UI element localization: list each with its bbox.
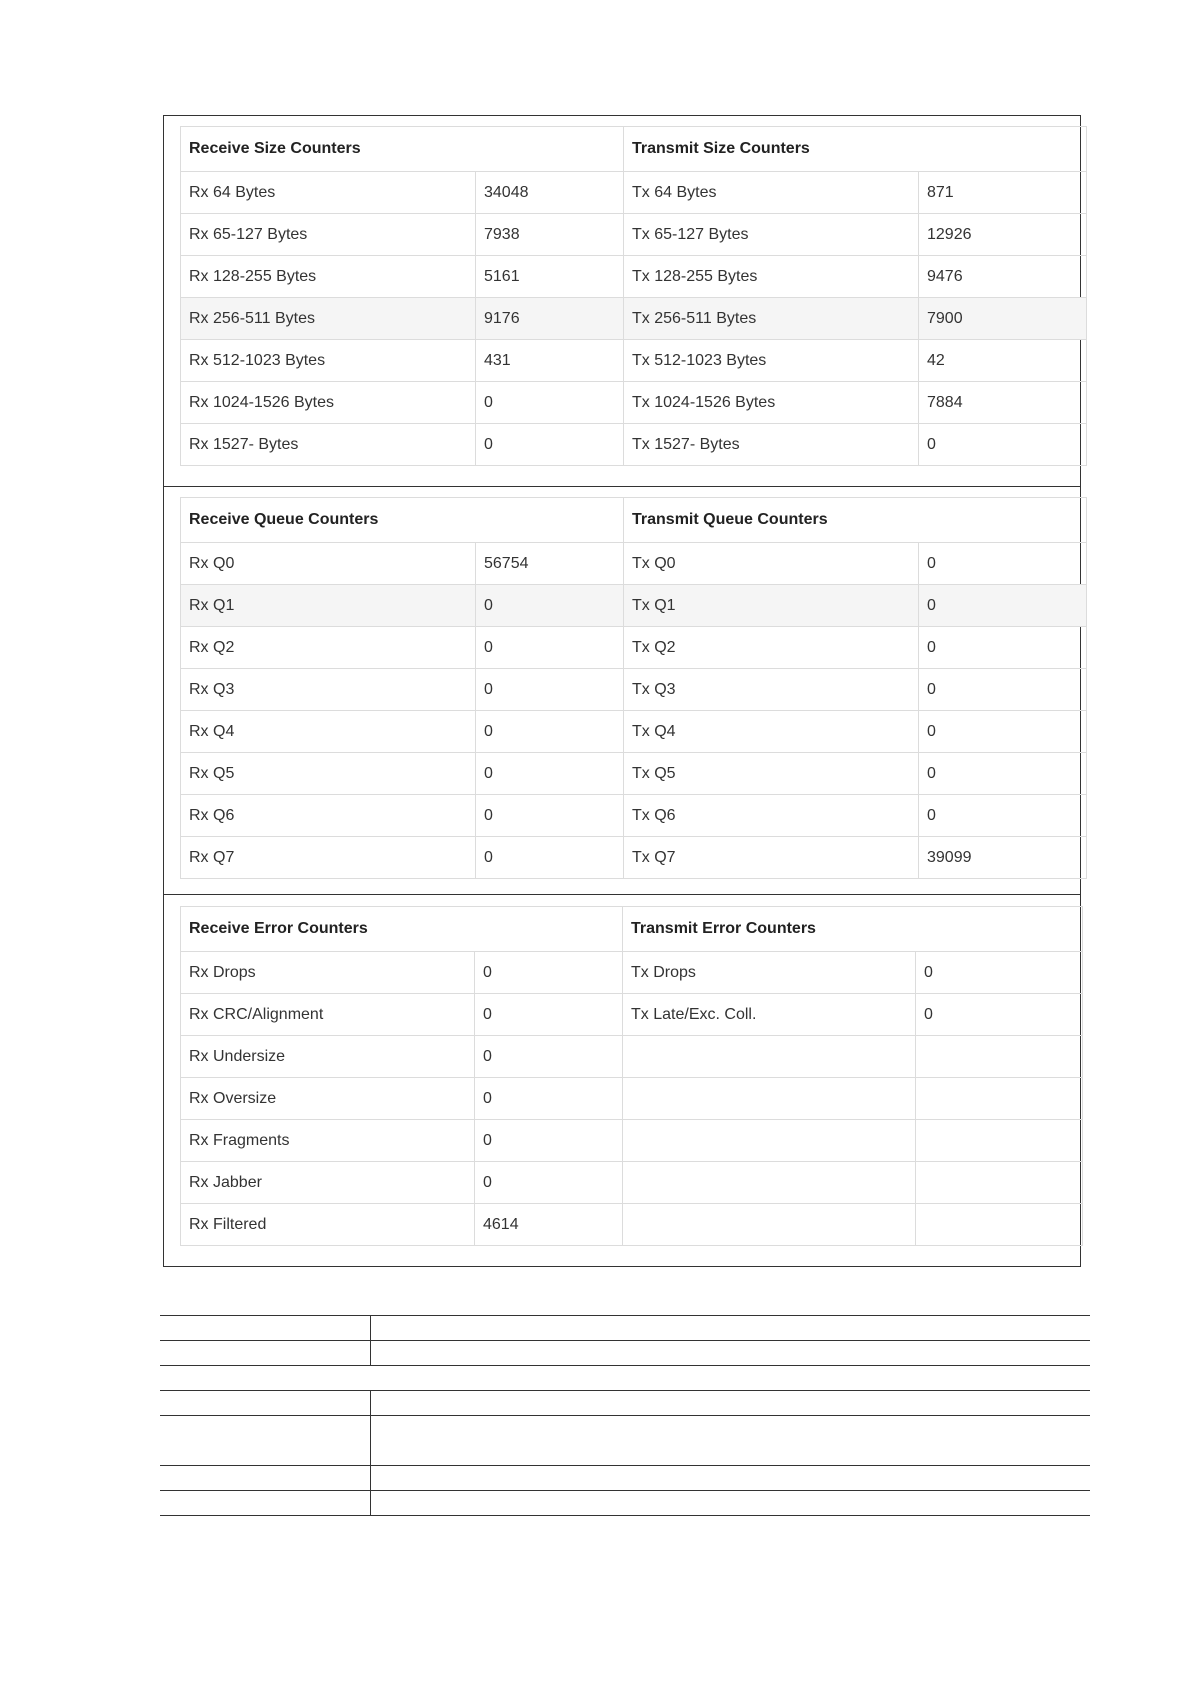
tx-value: 0 xyxy=(919,585,1087,627)
tx-label xyxy=(623,1120,916,1162)
tx-label: Tx Q0 xyxy=(624,543,919,585)
rx-value: 431 xyxy=(476,340,624,382)
rx-value: 0 xyxy=(475,994,623,1036)
table-row xyxy=(181,669,1087,711)
table-header-row xyxy=(181,127,1087,172)
empty-table-rule xyxy=(160,1340,1090,1341)
table-row xyxy=(181,172,1087,214)
table-row xyxy=(181,627,1087,669)
table-row xyxy=(181,952,1083,994)
tx-value: 0 xyxy=(919,627,1087,669)
rx-value: 34048 xyxy=(476,172,624,214)
empty-table-rule xyxy=(160,1315,1090,1316)
tx-label: Tx 1024-1526 Bytes xyxy=(624,382,919,424)
table-row xyxy=(181,424,1087,466)
empty-table-rule xyxy=(160,1465,1090,1466)
rx-label: Rx Undersize xyxy=(181,1036,475,1078)
table-row xyxy=(181,1078,1083,1120)
table-row xyxy=(181,256,1087,298)
rx-label: Rx Q3 xyxy=(181,669,476,711)
tx-value xyxy=(916,1036,1083,1078)
tx-label xyxy=(623,1078,916,1120)
table-row xyxy=(181,795,1087,837)
rx-value: 0 xyxy=(476,669,624,711)
tx-value: 7900 xyxy=(919,298,1087,340)
rx-value: 0 xyxy=(476,627,624,669)
tx-value: 0 xyxy=(919,669,1087,711)
tx-value: 0 xyxy=(919,795,1087,837)
table-row xyxy=(181,340,1087,382)
rx-value: 5161 xyxy=(476,256,624,298)
rx-label: Rx Oversize xyxy=(181,1078,475,1120)
empty-table-rule xyxy=(160,1390,1090,1391)
empty-table-rule xyxy=(160,1415,1090,1416)
rx-label: Rx Fragments xyxy=(181,1120,475,1162)
tx-label: Tx Drops xyxy=(623,952,916,994)
rx-value: 0 xyxy=(475,1162,623,1204)
empty-table-divider xyxy=(370,1340,371,1365)
tx-value: 871 xyxy=(919,172,1087,214)
rx-value: 0 xyxy=(476,424,624,466)
tx-size-header: Transmit Size Counters xyxy=(624,127,1087,172)
frame-tick xyxy=(1080,880,1081,902)
queue-counters-table xyxy=(180,497,1087,879)
table-row xyxy=(181,543,1087,585)
table-row xyxy=(181,298,1087,340)
rx-label: Rx 256-511 Bytes xyxy=(181,298,476,340)
rx-label: Rx 65-127 Bytes xyxy=(181,214,476,256)
rx-label: Rx Drops xyxy=(181,952,475,994)
tx-label: Tx Q4 xyxy=(624,711,919,753)
rx-label: Rx Q1 xyxy=(181,585,476,627)
rx-value: 0 xyxy=(476,382,624,424)
rx-label: Rx Q7 xyxy=(181,837,476,879)
rx-value: 56754 xyxy=(476,543,624,585)
tx-label: Tx Q1 xyxy=(624,585,919,627)
tx-value: 12926 xyxy=(919,214,1087,256)
table-row xyxy=(181,837,1087,879)
tx-label: Tx 1527- Bytes xyxy=(624,424,919,466)
error-counters-table xyxy=(180,906,1083,1246)
tx-label: Tx 512-1023 Bytes xyxy=(624,340,919,382)
tx-error-header: Transmit Error Counters xyxy=(623,907,1083,952)
table-row xyxy=(181,994,1083,1036)
tx-value: 0 xyxy=(916,952,1083,994)
table-header-row xyxy=(181,907,1083,952)
rx-label: Rx 1024-1526 Bytes xyxy=(181,382,476,424)
empty-table-rule xyxy=(160,1515,1090,1516)
tx-value xyxy=(916,1078,1083,1120)
empty-table-divider xyxy=(370,1315,371,1340)
tx-label: Tx Q5 xyxy=(624,753,919,795)
tx-value: 0 xyxy=(919,424,1087,466)
tx-label: Tx Q2 xyxy=(624,627,919,669)
rx-label: Rx Filtered xyxy=(181,1204,475,1246)
rx-value: 0 xyxy=(475,952,623,994)
rx-value: 0 xyxy=(476,837,624,879)
tx-value: 9476 xyxy=(919,256,1087,298)
rx-label: Rx 512-1023 Bytes xyxy=(181,340,476,382)
tx-value: 0 xyxy=(919,543,1087,585)
rx-value: 0 xyxy=(476,711,624,753)
tx-queue-header: Transmit Queue Counters xyxy=(624,498,1087,543)
size-counters-table xyxy=(180,126,1087,466)
rx-value: 0 xyxy=(475,1036,623,1078)
tx-label: Tx 256-511 Bytes xyxy=(624,298,919,340)
table-row xyxy=(181,1120,1083,1162)
rx-error-header: Receive Error Counters xyxy=(181,907,623,952)
rx-value: 0 xyxy=(476,753,624,795)
tx-label: Tx 64 Bytes xyxy=(624,172,919,214)
tx-value xyxy=(916,1162,1083,1204)
tx-value: 7884 xyxy=(919,382,1087,424)
empty-table-rule xyxy=(160,1365,1090,1366)
table-row xyxy=(181,1036,1083,1078)
table-row xyxy=(181,585,1087,627)
rx-label: Rx 64 Bytes xyxy=(181,172,476,214)
rx-value: 9176 xyxy=(476,298,624,340)
tx-value: 0 xyxy=(919,711,1087,753)
rx-label: Rx CRC/Alignment xyxy=(181,994,475,1036)
tx-label xyxy=(623,1162,916,1204)
rx-label: Rx Q4 xyxy=(181,711,476,753)
table-row xyxy=(181,711,1087,753)
table-row xyxy=(181,1204,1083,1246)
table-row xyxy=(181,382,1087,424)
rx-value: 0 xyxy=(475,1120,623,1162)
rx-label: Rx Jabber xyxy=(181,1162,475,1204)
rx-value: 0 xyxy=(475,1078,623,1120)
table-row xyxy=(181,214,1087,256)
tx-label: Tx 65-127 Bytes xyxy=(624,214,919,256)
rx-label: Rx 1527- Bytes xyxy=(181,424,476,466)
table-row xyxy=(181,753,1087,795)
empty-table-divider xyxy=(370,1390,371,1515)
table-row xyxy=(181,1162,1083,1204)
tx-label: Tx Q6 xyxy=(624,795,919,837)
rx-value: 4614 xyxy=(475,1204,623,1246)
rx-label: Rx 128-255 Bytes xyxy=(181,256,476,298)
table-header-row xyxy=(181,498,1087,543)
tx-label: Tx Q7 xyxy=(624,837,919,879)
rx-label: Rx Q2 xyxy=(181,627,476,669)
rx-value: 0 xyxy=(476,795,624,837)
tx-value xyxy=(916,1204,1083,1246)
tx-value: 42 xyxy=(919,340,1087,382)
tx-value xyxy=(916,1120,1083,1162)
tx-label: Tx Q3 xyxy=(624,669,919,711)
tx-label xyxy=(623,1036,916,1078)
rx-value: 7938 xyxy=(476,214,624,256)
tx-label: Tx 128-255 Bytes xyxy=(624,256,919,298)
rx-label: Rx Q6 xyxy=(181,795,476,837)
tx-label xyxy=(623,1204,916,1246)
tx-label: Tx Late/Exc. Coll. xyxy=(623,994,916,1036)
empty-table-rule xyxy=(160,1490,1090,1491)
tx-value: 0 xyxy=(919,753,1087,795)
rx-queue-header: Receive Queue Counters xyxy=(181,498,624,543)
tx-value: 0 xyxy=(916,994,1083,1036)
frame-tick xyxy=(1080,470,1081,494)
rx-label: Rx Q0 xyxy=(181,543,476,585)
rx-label: Rx Q5 xyxy=(181,753,476,795)
tx-value: 39099 xyxy=(919,837,1087,879)
rx-value: 0 xyxy=(476,585,624,627)
rx-size-header: Receive Size Counters xyxy=(181,127,624,172)
